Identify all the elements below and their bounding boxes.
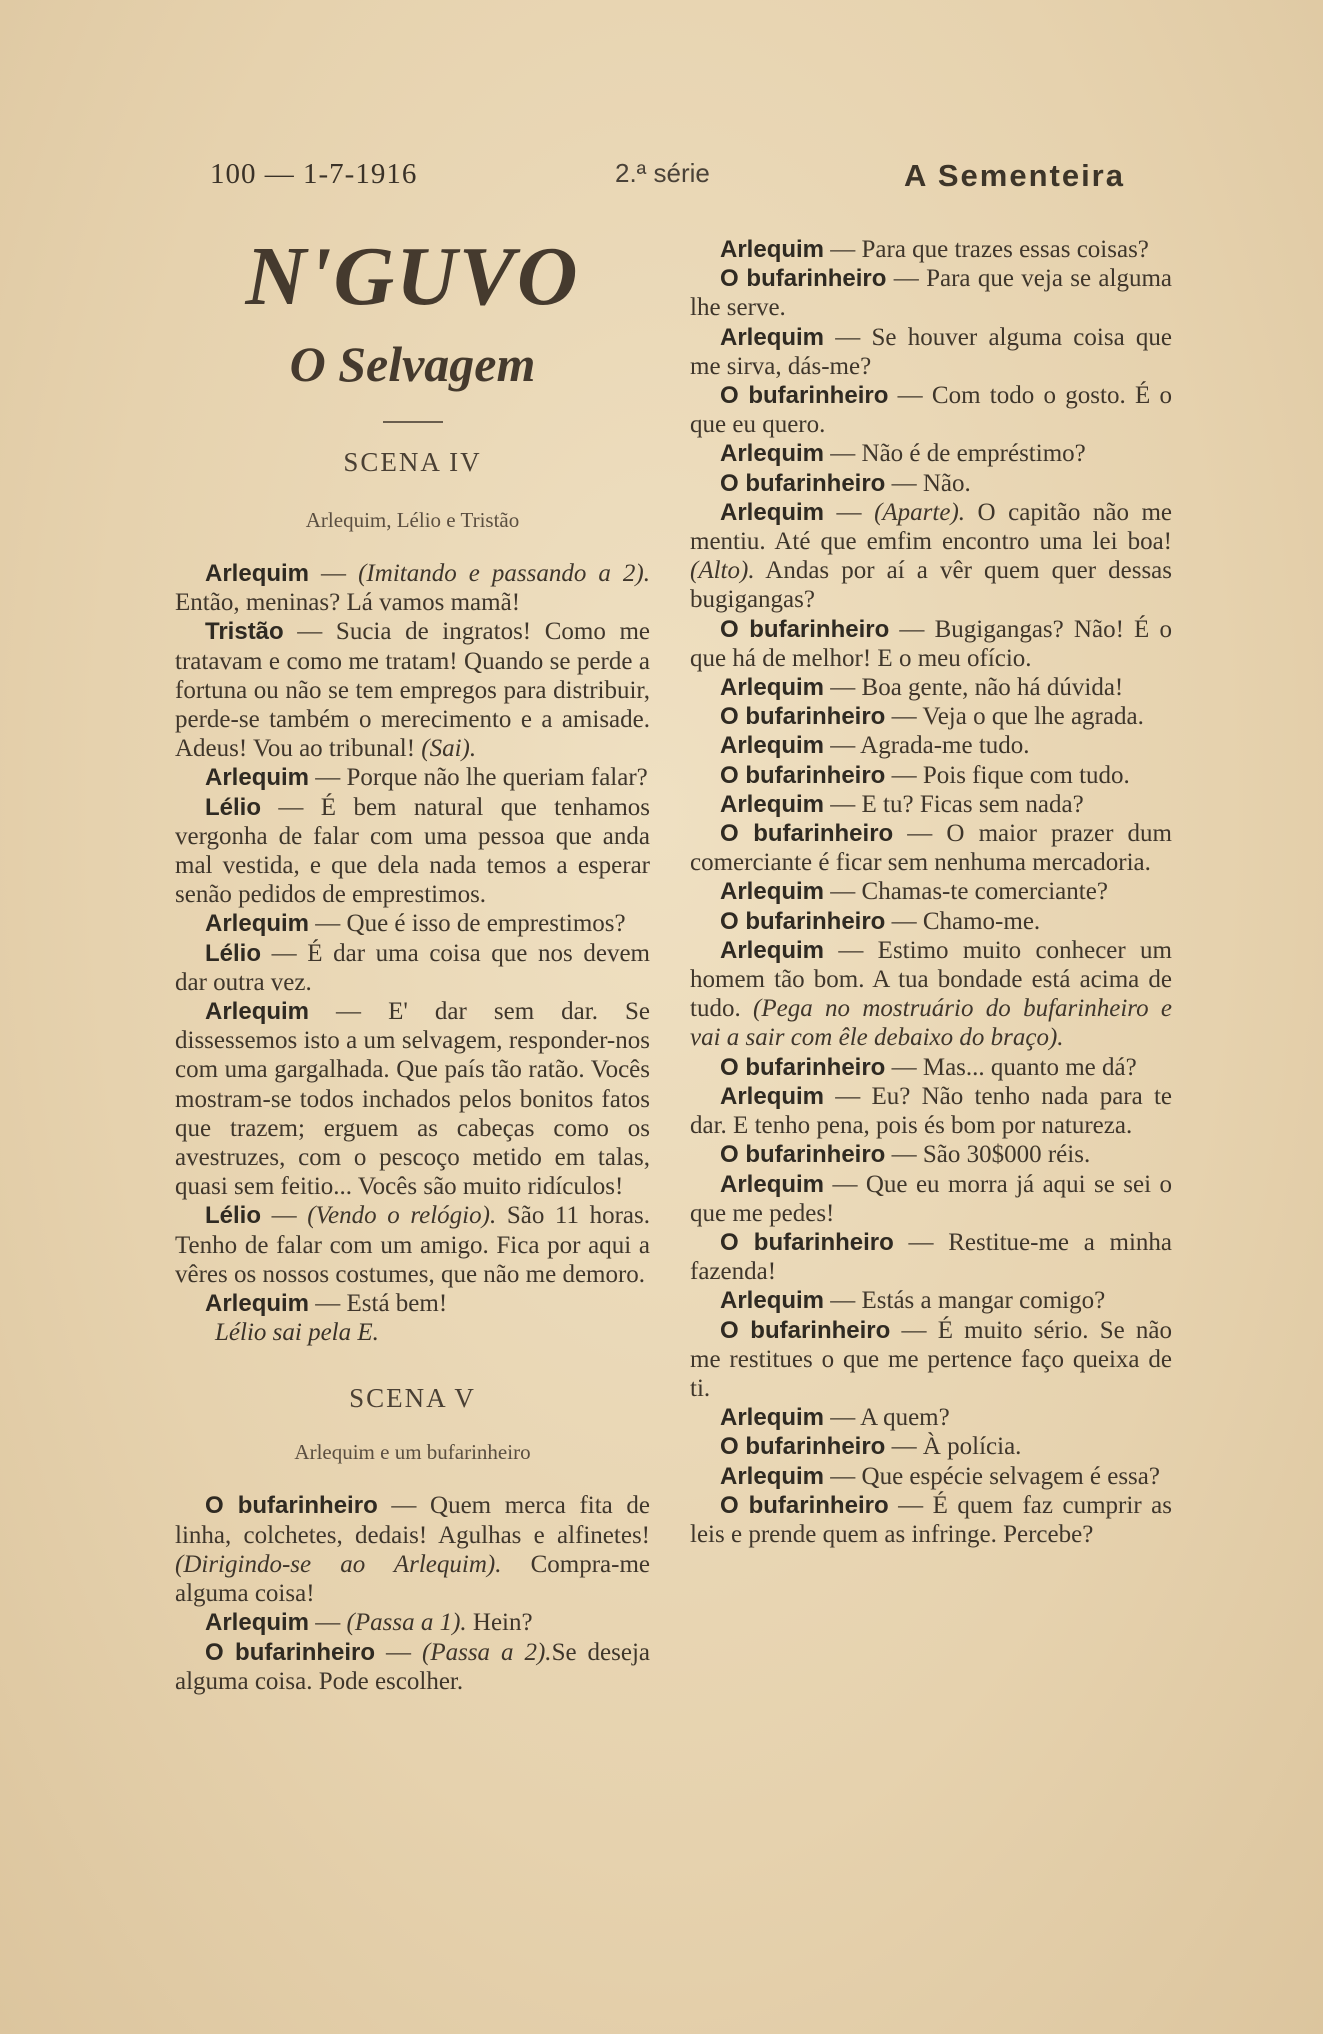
speaker-dash: — <box>824 732 861 760</box>
speech-text: Veja o que lhe agrada. <box>922 703 1144 731</box>
dialogue-line <box>175 1289 650 1318</box>
speaker-dash: — <box>824 1462 862 1490</box>
speech-text: Andas por aí a vêr quem quer dessas bugigangas? <box>690 557 1172 614</box>
speech-text: Se deseja alguma coisa. Pode escolher. <box>175 1638 650 1695</box>
speaker-dash: — <box>824 1170 866 1198</box>
speech-text: Que espécie selvagem é essa? <box>861 1462 1160 1490</box>
speech-text: Chamas-te comerciante? <box>861 878 1108 906</box>
dialogue-line <box>690 761 1172 790</box>
dialogue-line <box>690 1228 1172 1286</box>
speech-text: São 11 horas. Tenho de falar com um amigo. Fica por aqui a vêres os nossos costumes, que não me demoro. <box>175 1202 650 1288</box>
speech-text: Para que veja se alguma lhe serve. <box>690 265 1173 322</box>
dialogue-line <box>175 793 650 910</box>
scene-cast: Arlequim e um bufarinheiro <box>294 1440 531 1465</box>
speech-text: O capitão não me mentiu. Até que emfim encontro uma lei boa! <box>690 498 1173 556</box>
dialogue-line <box>690 790 1172 819</box>
speaker-dash: — <box>885 907 923 935</box>
speaker-name: O bufarinheiro <box>205 1638 376 1666</box>
stage-direction: (Vendo o relógio). <box>307 1202 497 1230</box>
publication-title: A Sementeira <box>904 158 1125 193</box>
speech-text: Com todo o gosto. É o que eu quero. <box>690 382 1173 439</box>
speech-text: E' dar sem dar. Se dissessemos isto a um selvagem, responder-nos com uma gargalhada. Que país tão ratão. Vocês mostram-se todos inchados pelos bonitos fatos que trazem; erguem as cabeças como os avestruzes, com o pescoço metido em talas, quasi sem feitio... Vocês são muito ridículos! <box>175 998 650 1201</box>
speaker-dash: — <box>309 764 347 792</box>
stage-direction: (Pega no mostruário do bufarinheiro e vai a sair com êle debaixo do braço). <box>690 995 1172 1052</box>
speech-text: Restitue-me a minha fazenda! <box>690 1228 1172 1286</box>
speaker-dash: — <box>889 615 935 643</box>
speaker-name: Arlequim <box>720 1170 825 1198</box>
speaker-dash: — <box>309 910 347 938</box>
dialogue-line <box>690 498 1172 615</box>
speech-text: E tu? Ficas sem nada? <box>861 790 1084 818</box>
speaker-name: Arlequim <box>205 1290 310 1318</box>
speech-text: Bugigangas? Não! É o que há de melhor! E o meu ofício. <box>690 615 1173 672</box>
speaker-name: Arlequim <box>720 1082 825 1110</box>
play-title: N'GUVO <box>245 230 580 323</box>
speaker-dash: — <box>309 1290 347 1318</box>
speaker-dash: — <box>893 1228 949 1256</box>
speech-text: É dar uma coisa que nos devem dar outra vez. <box>175 939 650 996</box>
speaker-dash: — <box>261 793 321 821</box>
speaker-name: O bufarinheiro <box>720 907 886 935</box>
dialogue-line <box>175 763 650 792</box>
stage-direction: (Dirigindo-se ao Arlequim). <box>175 1550 502 1578</box>
speaker-name: Arlequim <box>720 674 825 702</box>
stage-direction: (Passa a 1). <box>346 1609 467 1637</box>
speaker-name: Arlequim <box>720 878 825 906</box>
dialogue-line <box>690 264 1172 322</box>
dialogue-line <box>175 1608 650 1637</box>
speaker-name: Arlequim <box>205 910 310 938</box>
speaker-name: O bufarinheiro <box>720 615 890 643</box>
speaker-dash: — <box>261 1202 308 1230</box>
speaker-dash: — <box>824 790 862 818</box>
speech-text: Se houver alguma coisa que me sirva, dás-me? <box>690 323 1173 380</box>
speaker-dash: — <box>375 1638 422 1666</box>
speaker-name: Lélio <box>205 939 262 967</box>
dialogue-line <box>175 1491 650 1608</box>
dialogue-line <box>175 997 650 1201</box>
speaker-name: Arlequim <box>720 732 825 760</box>
speaker-name: Arlequim <box>720 236 825 263</box>
speaker-name: Arlequim <box>720 1404 825 1432</box>
stage-direction: Lélio sai pela E. <box>215 1319 379 1347</box>
speech-text: A quem? <box>860 1404 950 1432</box>
dialogue-line <box>690 731 1172 760</box>
speaker-name: Arlequim <box>720 440 825 468</box>
speech-text: Pois fique com tudo. <box>922 761 1130 789</box>
speaker-dash: — <box>261 939 308 967</box>
speaker-dash: — <box>888 382 932 410</box>
speaker-name: O bufarinheiro <box>720 1228 894 1256</box>
dialogue-line <box>690 1491 1172 1549</box>
scene-heading: SCENA V <box>349 1383 476 1414</box>
speaker-name: O bufarinheiro <box>720 469 886 497</box>
speech-text: O maior prazer dum comerciante é ficar sem nenhuma mercadoria. <box>690 820 1172 877</box>
speech-text: É quem faz cumprir as leis e prende quem as infringe. Percebe? <box>690 1491 1172 1548</box>
speaker-name: Arlequim <box>205 1609 310 1637</box>
speech-text: Quem merca fita de linha, colchetes, dedais! Agulhas e alfinetes! <box>175 1492 650 1549</box>
dialogue-line <box>690 907 1172 936</box>
speaker-dash: — <box>283 618 336 646</box>
speaker-name: Arlequim <box>720 498 825 526</box>
play-subtitle: O Selvagem <box>289 336 536 392</box>
speech-text: Mas... quanto me dá? <box>922 1053 1137 1081</box>
speaker-dash: — <box>309 560 359 587</box>
speaker-name: Arlequim <box>720 1462 825 1490</box>
speaker-dash: — <box>888 1491 933 1519</box>
speaker-name: O bufarinheiro <box>720 382 889 410</box>
speaker-dash: — <box>824 1082 872 1110</box>
speaker-dash: — <box>824 236 862 263</box>
dialogue-line <box>175 617 650 763</box>
dialogue-line <box>690 469 1172 498</box>
dialogue-line <box>690 1316 1172 1404</box>
scene4-dialogue <box>175 559 650 1318</box>
speaker-name: O bufarinheiro <box>720 1316 891 1344</box>
dialogue-line <box>175 909 650 938</box>
speaker-dash: — <box>893 820 947 848</box>
speaker-dash: — <box>824 878 862 906</box>
speaker-dash: — <box>885 1433 923 1461</box>
speech-text: Estimo muito conhecer um homem tão bom. A tua bondade está acima de tudo. <box>690 936 1172 1023</box>
dialogue-line <box>175 1201 650 1289</box>
speaker-name: O bufarinheiro <box>720 1141 886 1169</box>
stage-direction: (Imitando e passando a 2). <box>358 560 651 587</box>
speech-text: Porque não lhe queriam falar? <box>346 764 648 792</box>
dialogue-line <box>690 819 1172 877</box>
dialogue-line <box>690 1462 1172 1491</box>
speech-text: Estás a mangar comigo? <box>861 1287 1106 1315</box>
dialogue-line <box>690 1140 1172 1169</box>
dialogue-line <box>690 1053 1172 1082</box>
dialogue-line <box>690 323 1172 381</box>
dialogue-line <box>690 1403 1172 1432</box>
dialogue-line <box>690 1432 1172 1461</box>
speech-text: Está bem! <box>346 1290 448 1318</box>
speaker-name: Arlequim <box>205 560 310 587</box>
dialogue-line <box>690 615 1172 673</box>
speech-text: Não é de empréstimo? <box>861 440 1086 468</box>
speaker-name: O bufarinheiro <box>720 1433 886 1461</box>
speaker-dash: — <box>885 1053 923 1081</box>
left-column <box>175 230 651 1696</box>
speech-text: Não. <box>922 469 971 497</box>
dialogue-line <box>690 1286 1172 1315</box>
dialogue-line <box>690 381 1172 439</box>
speech-text: É bem natural que tenhamos vergonha de falar com uma pessoa que anda mal vestida, e que dela nada temos a esperar senão pedidos de emprestimos. <box>175 793 650 909</box>
speaker-dash: — <box>377 1492 431 1520</box>
speech-text: Que é isso de emprestimos? <box>346 910 626 938</box>
speaker-dash: — <box>309 1609 347 1637</box>
speech-text: Eu? Não tenho nada para te dar. E tenho pena, pois és bom por natureza. <box>690 1082 1173 1140</box>
speech-text: Que eu morra já aqui se sei o que me pedes! <box>690 1170 1172 1227</box>
speaker-name: Arlequim <box>720 936 825 964</box>
speech-text: Hein? <box>466 1609 533 1637</box>
stage-direction: (Aparte). <box>874 498 966 526</box>
speaker-dash: — <box>824 936 878 964</box>
speaker-dash: — <box>824 440 862 468</box>
stage-direction: (Sai). <box>421 735 477 763</box>
divider <box>383 421 443 423</box>
speaker-name: O bufarinheiro <box>205 1492 378 1520</box>
dialogue-line <box>690 1170 1172 1228</box>
speaker-dash: — <box>886 265 927 293</box>
speaker-name: O bufarinheiro <box>720 703 886 731</box>
dialogue-line <box>690 439 1172 468</box>
speaker-dash: — <box>885 1141 923 1169</box>
speaker-dash: — <box>824 1404 861 1432</box>
speech-text: Compra-me alguma coisa! <box>175 1550 650 1608</box>
speech-text: Sucia de ingratos! Como me tratavam e como me tratam! Quando se perde a fortuna ou não se tem empregos para distribuir, perde-se também o merecimento e a amisade. Adeus! Vou ao tribunal! <box>175 618 651 763</box>
speech-text: À polícia. <box>922 1433 1022 1461</box>
scene-heading: SCENA IV <box>343 447 482 477</box>
stage-direction: (Alto). <box>690 557 755 585</box>
issue-date: 100 — 1-7-1916 <box>210 158 418 190</box>
speech-text: Agrada-me tudo. <box>860 732 1030 760</box>
dialogue-line <box>690 1082 1172 1140</box>
right-column <box>690 235 1172 1549</box>
page-header <box>210 158 1125 194</box>
speaker-dash: — <box>824 674 862 702</box>
dialogue-line <box>690 673 1172 702</box>
speaker-name: Arlequim <box>720 790 825 818</box>
speaker-name: Lélio <box>205 793 262 821</box>
speaker-name: O bufarinheiro <box>720 820 894 848</box>
speaker-dash: — <box>824 498 875 526</box>
speaker-dash: — <box>309 998 389 1026</box>
dialogue-line <box>690 702 1172 731</box>
speaker-name: O bufarinheiro <box>720 1053 886 1081</box>
series-label: 2.ª série <box>615 158 710 188</box>
speaker-dash: — <box>824 1287 862 1315</box>
speaker-name: Arlequim <box>720 323 825 351</box>
speech-text: São 30$000 réis. <box>922 1141 1091 1169</box>
dialogue-line <box>175 559 650 617</box>
speaker-dash: — <box>890 1316 938 1344</box>
speech-text: Para que trazes essas coisas? <box>861 236 1149 263</box>
speech-text: Boa gente, não há dúvida! <box>861 674 1124 702</box>
scene5-dialogue-left <box>175 1491 650 1695</box>
speaker-dash: — <box>885 703 923 731</box>
dialogue-line <box>690 877 1172 906</box>
speech-text: Então, meninas? Lá vamos mamã! <box>175 589 521 617</box>
speaker-name: Arlequim <box>205 764 310 792</box>
scene5-dialogue-right <box>690 235 1172 1549</box>
speaker-dash: — <box>885 469 923 497</box>
speaker-name: Tristão <box>205 618 284 646</box>
speaker-name: Arlequim <box>205 998 310 1026</box>
speaker-name: Arlequim <box>720 1287 825 1315</box>
speaker-name: O bufarinheiro <box>720 761 886 789</box>
dialogue-line <box>690 235 1172 264</box>
stage-direction: (Passa a 2). <box>422 1638 552 1666</box>
scene-cast: Arlequim, Lélio e Tristão <box>305 508 520 532</box>
speaker-name: O bufarinheiro <box>720 265 887 293</box>
speaker-dash: — <box>885 761 923 789</box>
dialogue-line <box>690 936 1172 1053</box>
dialogue-line <box>175 939 650 997</box>
speaker-dash: — <box>824 323 872 351</box>
speaker-name: O bufarinheiro <box>720 1491 889 1519</box>
speaker-name: Lélio <box>205 1202 262 1230</box>
dialogue-line <box>175 1638 650 1696</box>
speech-text: Chamo-me. <box>922 907 1041 935</box>
speech-text: É muito sério. Se não me restitues o que me pertence faço queixa de ti. <box>690 1316 1173 1402</box>
